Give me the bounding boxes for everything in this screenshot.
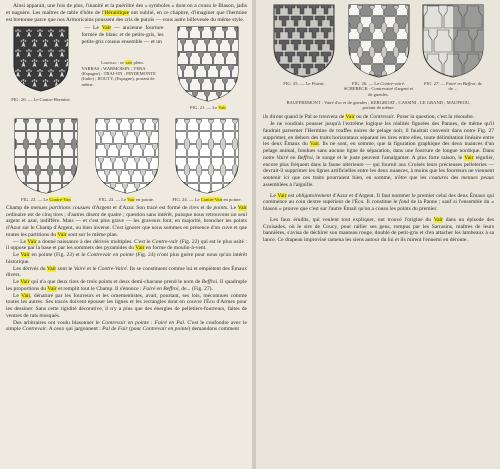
families-caption: VARRAS ; WARMOISIN ; VERA (Espagne) ; TRAI-ON ; PINDEMONTE (Italie) ; ROUTY, (Espagne), portant de même. bbox=[81, 65, 156, 87]
contre-vair-en-pointe-shield bbox=[174, 117, 240, 195]
fig25-caption: FIG. 25. — Le Potent. bbox=[283, 81, 325, 86]
loredan-caption: Loredan : de vair plein. bbox=[101, 59, 144, 65]
fig21-caption: FIG. 21. — Le Vair bbox=[190, 105, 226, 111]
figure-22 bbox=[6, 117, 86, 202]
fig26-caption: FIG. 26. — Le Contre-vairé. bbox=[351, 81, 406, 86]
figure-25 bbox=[267, 3, 341, 97]
left-para-4: Les dérivés du Vair sont le Vairé et le Contre-Vairé. Ils se constituent comme lui et empiètent des Émaux divers. bbox=[6, 265, 247, 279]
fig24-caption: FIG. 24. — Le Contre-Vair en pointe. bbox=[172, 196, 242, 202]
vair-en-pointe-shield bbox=[94, 117, 160, 195]
right-body-text bbox=[263, 114, 494, 244]
potent-shield bbox=[272, 3, 336, 79]
fig20-caption: FIG. 20. — Le Contre-Hermine. bbox=[11, 97, 71, 103]
families-note: BAUFFREMONT : Vairé d'or et de gueules ; KERGROAT ; CASSINI ; LE GRAND ; MAUPEOU, portant de même. bbox=[286, 99, 471, 111]
vair-description: — Le Vair — ancienne fourrure formée de blanc et de petits-gris, les petits-gris cousus ensemble — et un Loredan : de vair plein. VARRAS ; WARMOISIN ; VERA (Espagne) ; TRAI-ON ; PINDEMONTE (Italie) ; ROUTY, (Espagne), portant de même. bbox=[81, 25, 164, 87]
beffroi-shield bbox=[421, 3, 485, 79]
right-para-4: Les faux érudits, qui veulent tout expliquer, ont trouvé l'origine du Vair dans un épisode des Croisades, où le sire de Coucy, pour rallier ses gens, rompus par les Sarrasins, maîtres de leurs bannières, s'avisa de déchirer son manteau rouge, doublé de petit-gris et d'en attacher les lambeaux à sa lance. Ce drapeau improvisé ramena les siens autour du lui et ils mirent l'ennemi en déroute. bbox=[263, 216, 494, 244]
right-para-3: Le Vair est obligatoirement d'Azur et d'Argent. Il faut nommer le premier celui des deux Émaux qui commence au coin dextre supérieur de l'Écu. Il constitue le fond de la Panne ; sauf si l'ensemble du « blason » prouve que c'est sur l'autre Émail qu'on a cousu les points du premier. bbox=[263, 192, 495, 213]
contre-vair-shield bbox=[13, 117, 79, 195]
figure-27 bbox=[416, 3, 490, 97]
intro-paragraph: Ainsi apparait, une fois de plus, l'inanité et la puérilité des « symboles » dont on a cousu le Blason, jadis et naguère. Les maîtres de table d'hôte de l'Héraldique ont oublié, en ce chapitre, d'imaginer que l'hermine est bretonne parce que nos Armoricains poussent des cris de putois — vous autre billevesée du même style. bbox=[6, 3, 247, 23]
right-para-2: Je ne voudrais pousser jusqu'à l'extrême logique les réalités figurées des Pannes, de même qu'il faudrait parsemer l'Hermine de touffes noires de pelage noir, il faudrait convenir dans notre Fig. 27 supprimer, en dehors des traits horizontaux séparant les tires entre elles, toute délimitation linéaire entre les deux Émaux du Vair. Ils ne sont, en somme, que la figuration graphique des deux nuances d'un pelage animal, fondues sans aucune ligne de séparation, dans une fourrure de longue nordique. Dans notre Vairé en Beffroi, le songe et le juste peuvent l'amalgamer. A plus forte raison, le Vair régulier, encore plus fréquent dans la faune ultérieure — qui fournit aux Croisés leurs précieuses pelleteries — devrait-il supprimer les lignes artificielles entre les deux nuances, à moins que les fourreurs ne viennent soutenir ici que ces traits pourraient bien, en somme, n'être que les coutures des menues peaux assemblées à l'aiguille. bbox=[263, 121, 494, 188]
fig26-subcaption: SCHEBECK : Contrevairé d'argent et de gueules. bbox=[343, 86, 414, 97]
contre-vaire-shield bbox=[347, 3, 411, 79]
right-page bbox=[256, 0, 500, 469]
figure-23 bbox=[87, 117, 167, 202]
fig23-caption: FIG. 23. — Le Vair en pointe. bbox=[98, 196, 155, 202]
left-para-1: Champ de menues partitions cousues d'Argent et d'Azur. Son tracé est formé de tires et de points. Le Vair ordinaire est de cinq tires ; d'autres disent de quatre ; question sans intérêt, puisque nous retrouvons un seul argent et azur, indiffère. Mais — et c'est plus grave — les graveurs font, en majorité, broncher les points d'Azur sur le Champ d'Argent, ou bien inverse. C'est ignorer que nous sommes en présence d'un cuve et que toutes les partitions du Vair sont sur le même plan. bbox=[6, 204, 247, 238]
figure-24 bbox=[167, 117, 247, 202]
vair-shield bbox=[176, 25, 240, 103]
contre-hermine-shield bbox=[12, 25, 70, 93]
figure-20 bbox=[6, 25, 76, 110]
left-para-3: Le Vair en pointe (Fig. 23) et le Contrevair en pointe (Fig. 24) n'ont plus guère pour nous qu'un intérêt historique. bbox=[6, 252, 248, 265]
left-body-text bbox=[6, 205, 247, 333]
right-para-1: ils diront quand le Pal se trouvera de Vair ou de Contrevair. Poser la question, c'est la résoudre. bbox=[263, 114, 475, 121]
left-para-6: Le Vair, dénaturé par les fourreurs et les ornementistes, avait, pourtant, ses lois, méconnues comme toutes les autres. Ses tracés doivent épouser les lignes et les rectangles dont on couvre l'Écu d'Armes pour les dessiner. Sans cette rigidité décorative, il n'y a plus que des énergies de pelletiers-fourreurs, faites de ventres de rats musqués. bbox=[6, 292, 247, 319]
figure-row-top bbox=[6, 25, 247, 110]
left-para-7: Des arbitraires ont voulu blasonner le Contrevair en pointe : Fairé en Pal. C'est le confondre avec le simple Contrevair. A ceux qui jargonnent : Pal de Fair (pour Contrevair en pointe) demandons comment bbox=[6, 319, 247, 333]
figure-26 bbox=[342, 3, 416, 97]
fig27-subcaption: de ... bbox=[448, 86, 458, 92]
left-para-2: — Le Vair a donné naissance à des dérivés multiples. C'est le Contre-vair (Fig. 22) qui est le plus usité : il oppose par la base et par les sommets des pyramides du Vair en forme de moulin-à-vent. bbox=[6, 238, 247, 252]
fig22-caption: FIG. 22. — Le Contre-Vair bbox=[20, 196, 71, 202]
left-para-5: Le Vair qui n'a que deux tires de trois points et deux demi-chacune prend le nom de Beffroi. Il quadruple les proportions du Vair et remplit tout le Champ. Il s'énonce : Fairé en Beffroi, de... (Fig. 27). bbox=[6, 279, 247, 292]
figure-row-middle bbox=[6, 117, 247, 202]
right-figure-row bbox=[263, 3, 494, 97]
fig27-caption: FIG. 27. — Fairé en Beffroi, de bbox=[423, 81, 483, 86]
figure-21 bbox=[169, 25, 247, 110]
